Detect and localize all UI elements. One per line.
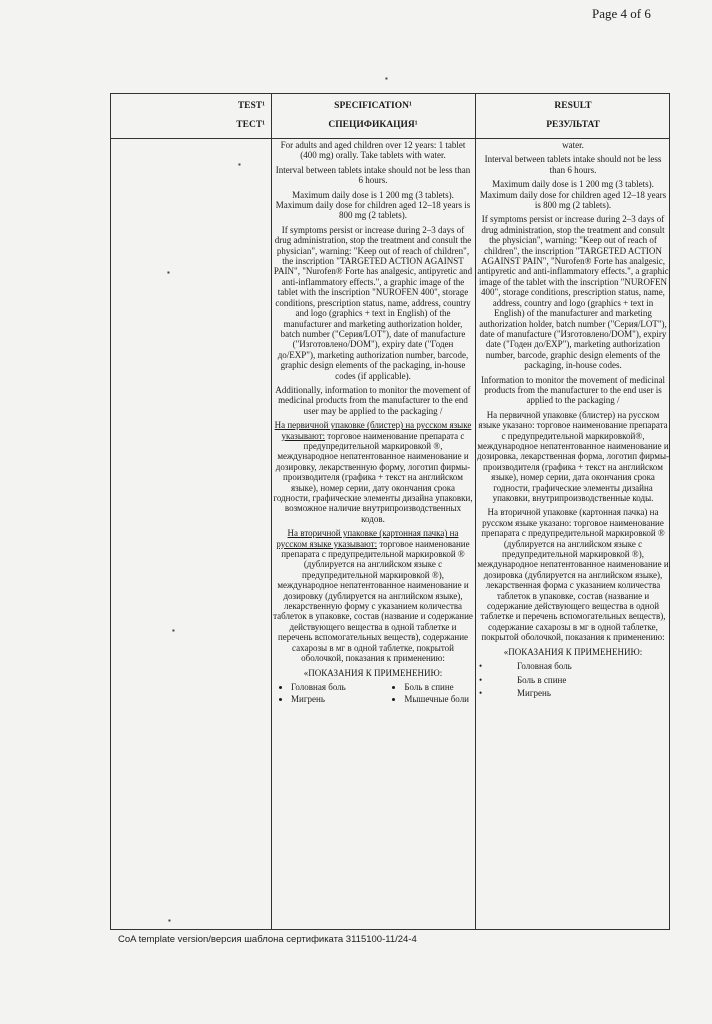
spec-p7-body: торговое наименование препарата с предупредительной маркировкой ® (дублируется на английском языке с предупредительной маркировкой ®), международное непатентованное наименование и дозировку (дублируется на английском языке), лекарственную форму с указанием количества таблеток в упаковке, состав (название и содержание действующего вещества в одной таблетке и перечень вспомогательных веществ), содержание сахарозы в мг в одной таблетке, покрытой оболочкой, показания к применению: (273, 538, 473, 664)
result-p8: «ПОКАЗАНИЯ К ПРИМЕНЕНИЮ: (503, 646, 643, 657)
spec-cell (273, 140, 473, 928)
result-p3: Maximum daily dose is 1 200 mg (3 tablets). Maximum daily dose for children aged 12–18 years is 800 mg (2 tablets). (479, 179, 667, 211)
spec-header (271, 97, 475, 135)
result-p6: На первичной упаковке (блистер) на русском языке указано: торговое наименование препарата с предупредительной маркировкой®, международное непатентованное наименование и дозировка, лекарственная форма, логотип фирмы-производителя (графика + текст на английском языке), номер серии, дата окончания срока годности, графические элементы дизайна упаковки, внутрипроизводственные коды. (477, 409, 669, 503)
test-header-en: TEST¹ (237, 101, 265, 111)
scan-speck: ▪ (385, 74, 388, 83)
spec-p6-heading: На первичной упаковке (блистер) на русском языке указывают: (274, 420, 472, 441)
result-p2: Interval between tablets intake should not be less than 6 hours. (484, 154, 662, 175)
result-p5: Information to monitor the movement of medicinal products from the manufacturer to the end user is applied to the packaging / (481, 374, 665, 406)
column-divider (475, 94, 476, 929)
result-p4: If symptoms persist or increase during 2–3 days of drug administration, stop the treatment and consult the physician", warning: "Keep out of reach of children", the inscription "TARGETED ACTION AGAINST PAIN", "Nurofen® Forte has analgesic, antipyretic and anti-inflammatory effects.", a graphic image of the tablet with the inscription "NUROFEN 400", storage conditions, prescription status, name, address, country and logo (graphics + text in English) of the manufacturer and marketing authorization holder, batch number ("Серия/LOT"), date of manufacture ("Изготовлено/DOM"), expiry date ("Годен до/EXP"), marketing authorization number, barcode, graphic design elements of the packaging, in-house codes. (477, 214, 669, 371)
list-item: • Головная боль (291, 682, 346, 692)
result-p1: water. (562, 140, 584, 150)
list-item: • Головная боль (477, 661, 669, 671)
result-indications-list (477, 661, 669, 698)
spec-header-en: SPECIFICATION¹ (334, 101, 412, 111)
spec-p8: «ПОКАЗАНИЯ К ПРИМЕНЕНИЮ: (303, 667, 443, 678)
header-divider (111, 138, 669, 139)
list-item: • Мигрень (477, 688, 669, 698)
spec-p3: Maximum daily dose is 1 200 mg (3 tablets). Maximum daily dose for children aged 12–18 years is 800 mg (2 tablets). (275, 189, 471, 221)
result-header (475, 97, 671, 135)
list-item: • Мышечные боли (404, 694, 469, 704)
scan-speck: ▪ (238, 160, 241, 169)
spec-p2: Interval between tablets intake should not be less than 6 hours. (275, 164, 471, 186)
spec-indications-list (273, 682, 473, 707)
column-divider (271, 94, 272, 929)
scan-speck: ▪ (168, 916, 171, 925)
page-number: Page 4 of 6 (592, 6, 651, 21)
spec-bullets-left (277, 682, 346, 707)
spec-p5: Additionally, information to monitor the movement of medicinal products from the manufacturer to the end user may be applied to the packaging / (275, 384, 471, 416)
result-header-ru: РЕЗУЛЬТАТ (546, 120, 600, 130)
spec-bullets-right (390, 682, 469, 707)
result-cell (477, 140, 669, 928)
document-table (110, 93, 670, 930)
spec-p1: For adults and aged children over 12 years: 1 tablet (400 mg) orally. Take tablets with water. (280, 140, 466, 161)
test-header-ru: ТЕСТ¹ (236, 120, 265, 130)
list-item: • Боль в спине (477, 675, 669, 685)
result-header-en: RESULT (554, 101, 592, 111)
spec-p7-heading: На вторичной упаковке (картонная пачка) на русском языке указывают: (276, 528, 459, 549)
list-item: • Боль в спине (404, 682, 469, 692)
list-item: • Мигрень (291, 694, 346, 704)
test-header (111, 97, 271, 135)
spec-header-ru: СПЕЦИФИКАЦИЯ¹ (328, 120, 418, 130)
scan-speck: ▪ (167, 268, 170, 277)
footer-template-version: CoA template version/версия шаблона сертификата 3115100-11/24-4 (118, 934, 417, 945)
spec-p7 (273, 528, 473, 663)
spec-p6 (273, 420, 473, 524)
scan-speck: ▪ (172, 626, 175, 635)
spec-p6-body: торговое наименование препарата с предупредительной маркировкой ®, международное непатентованное наименование и дозировку, лекарственную форму, логотип фирмы-производителя (графика + текст на английском языке), номер серии, дату окончания срока годности, графические элементы дизайна упаковки, возможное наличие внутрипроизводственных кодов. (273, 430, 473, 524)
spec-p4: If symptoms persist or increase during 2–3 days of drug administration, stop the treatment and consult the physician", warning: "Keep out of reach of children", the inscription "TARGETED ACTION AGAINST PAIN", "Nurofen® Forte has analgesic, antipyretic and anti-inflammatory effects.", a graphic image of the tablet with the inscription "NUROFEN 400", storage conditions, prescription status, name, address, country and logo (graphics + text in English) of the manufacturer and marketing authorization holder, batch number ("Серия/LOT"), date of manufacture ("Изготовлено/DOM"), expiry date ("Годен до/EXP"), marketing authorization number, barcode, graphic design elements of the packaging, in-house codes (if applicable). (273, 224, 473, 381)
result-p7: На вторичной упаковке (картонная пачка) на русском языке указано: торговое наименование препарата с предупредительной маркировкой ® (дублируется на английском языке с предупредительной маркировкой ®), международное непатентованное наименование и дозировка (дублируется на английском языке), лекарственная форма с указанием количества таблеток в упаковке, состав (название и содержание действующего вещества в одной таблетке и перечень вспомогательных веществ), содержание сахарозы в мг в одной таблетке, покрытой оболочкой, показания к применению: (477, 507, 669, 643)
